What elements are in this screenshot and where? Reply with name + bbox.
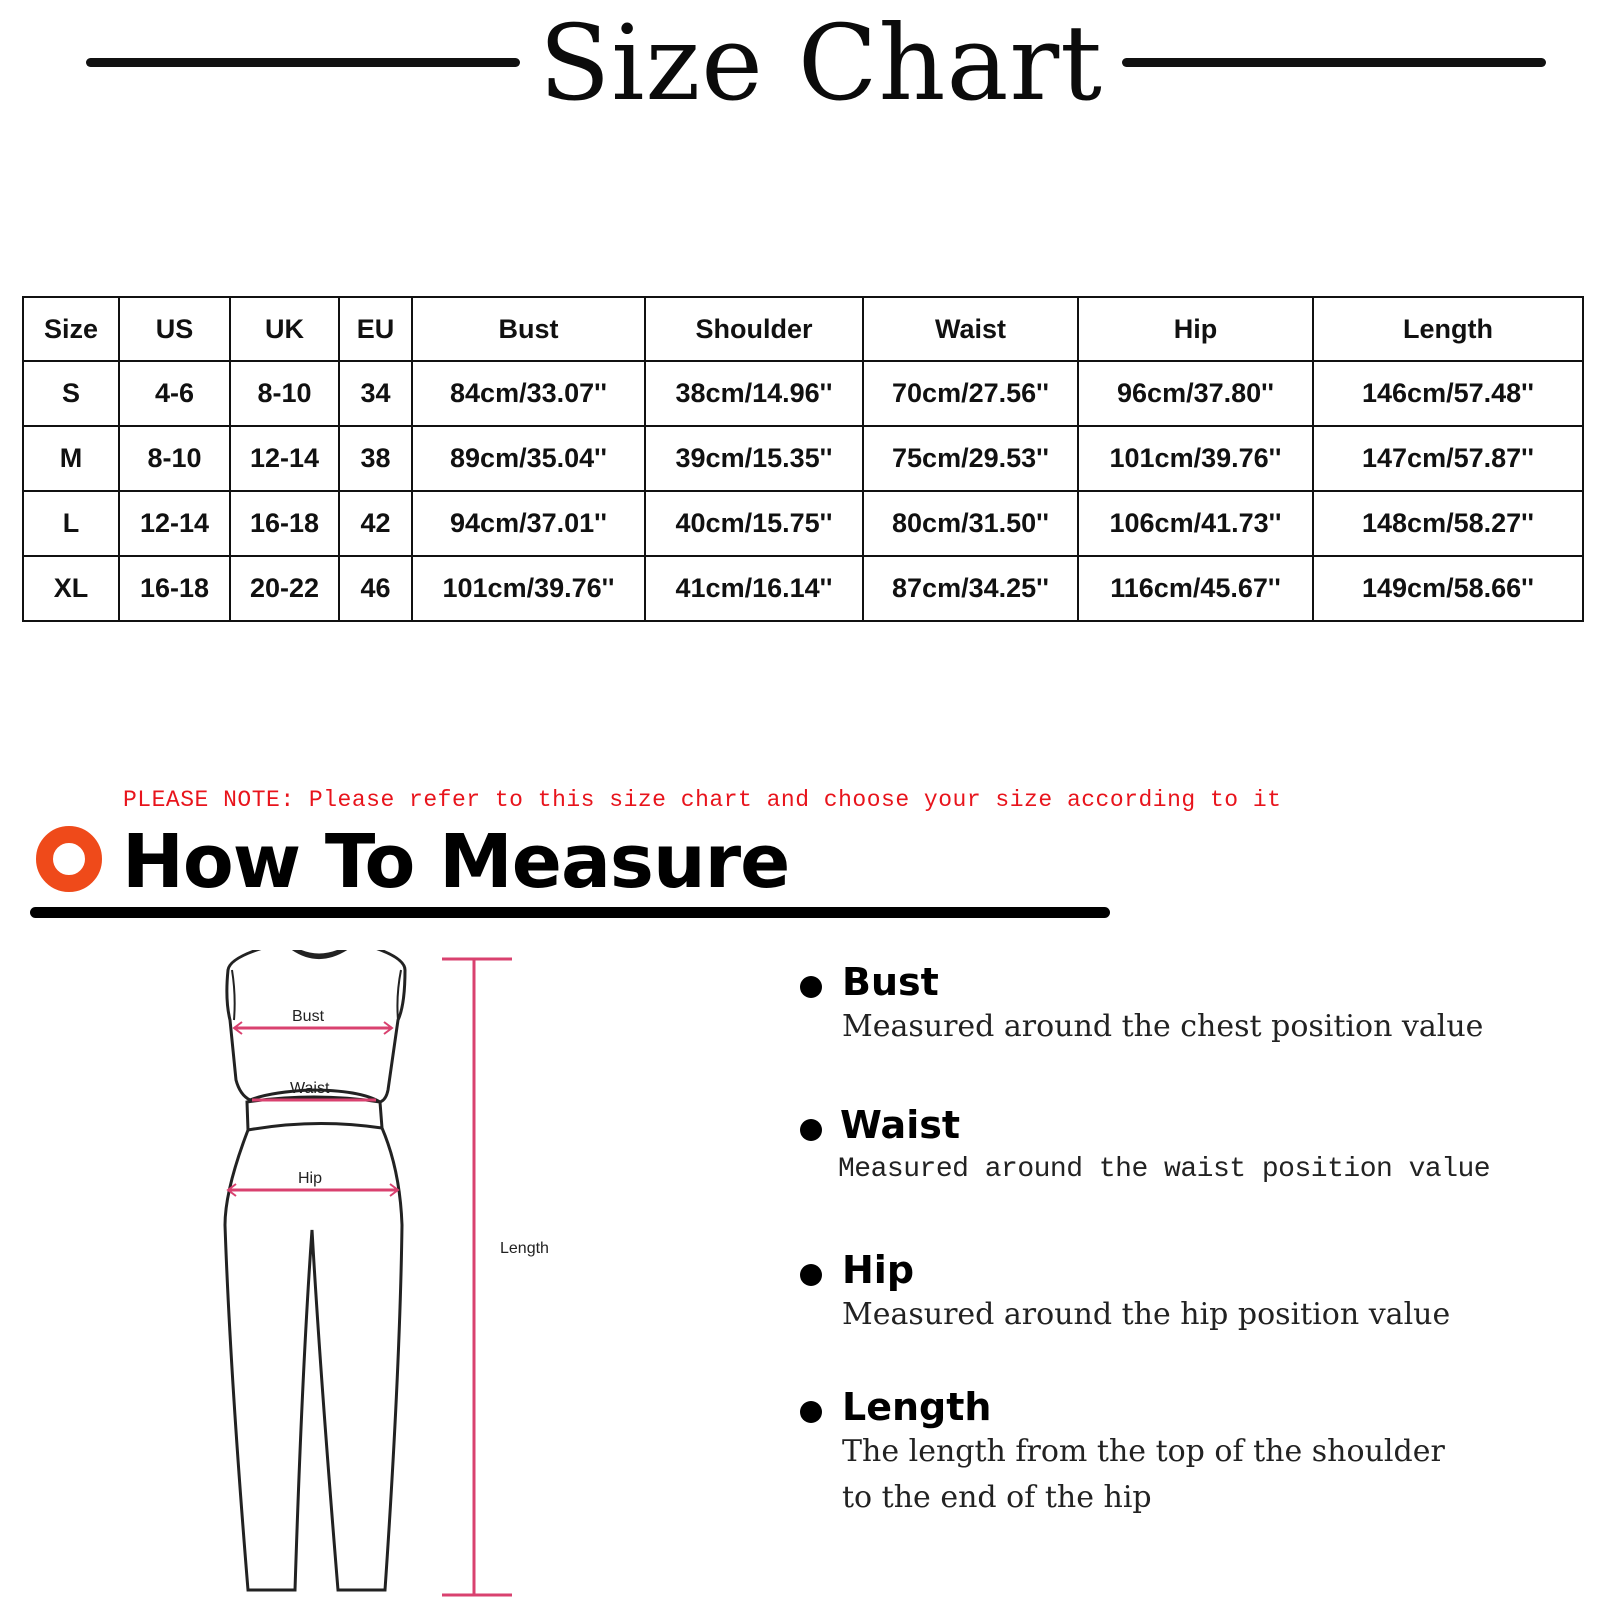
measure-item-title: Bust [842,960,939,1004]
table-cell: 89cm/35.04'' [412,426,645,491]
jumpsuit-diagram [210,950,590,1600]
column-header: EU [339,297,412,361]
table-cell: 70cm/27.56'' [863,361,1078,426]
page-title: Size Chart [539,2,1103,124]
measure-heading-underline [30,907,1110,918]
table-cell: 94cm/37.01'' [412,491,645,556]
table-cell: 8-10 [230,361,339,426]
bullet-icon [800,1264,822,1286]
table-cell: 16-18 [230,491,339,556]
measure-heading: How To Measure [122,819,790,905]
table-row [23,426,1583,491]
column-header: Shoulder [645,297,863,361]
measure-item-description: Measured around the hip position value [842,1297,1451,1332]
table-cell: 96cm/37.80'' [1078,361,1313,426]
table-cell: 75cm/29.53'' [863,426,1078,491]
table-cell: 34 [339,361,412,426]
table-cell: 42 [339,491,412,556]
table-cell: 4-6 [119,361,230,426]
table-cell: 38cm/14.96'' [645,361,863,426]
title-divider-right [1122,58,1546,67]
bullet-icon [800,1401,822,1423]
bullet-icon [800,1119,822,1141]
table-cell: 147cm/57.87'' [1313,426,1583,491]
column-header: Length [1313,297,1583,361]
measure-item-description: Measured around the chest position value [842,1009,1484,1044]
measure-item-title: Waist [840,1103,961,1147]
jumpsuit-outline-icon [210,950,590,1600]
column-header: US [119,297,230,361]
figure-label-bust: Bust [292,1008,325,1025]
figure-label-hip: Hip [298,1170,323,1187]
column-header: Waist [863,297,1078,361]
table-cell: 148cm/58.27'' [1313,491,1583,556]
column-header: UK [230,297,339,361]
table-cell: 16-18 [119,556,230,621]
table-cell: 101cm/39.76'' [1078,426,1313,491]
ring-icon [36,826,102,892]
table-row [23,491,1583,556]
size-note: PLEASE NOTE: Please refer to this size chart and choose your size according to it [123,787,1282,813]
table-cell: 40cm/15.75'' [645,491,863,556]
column-header: Hip [1078,297,1313,361]
table-header-row [23,297,1583,361]
table-cell: 101cm/39.76'' [412,556,645,621]
measure-item-title: Length [842,1385,992,1429]
column-header: Size [23,297,119,361]
table-cell: XL [23,556,119,621]
measure-item-description: Measured around the waist position value [838,1154,1491,1185]
table-cell: 87cm/34.25'' [863,556,1078,621]
table-cell: 149cm/58.66'' [1313,556,1583,621]
table-cell: 80cm/31.50'' [863,491,1078,556]
figure-label-waist: Waist [290,1080,330,1097]
measure-item-title: Hip [842,1248,915,1292]
table-cell: 38 [339,426,412,491]
table-cell: 146cm/57.48'' [1313,361,1583,426]
table-cell: S [23,361,119,426]
table-cell: 46 [339,556,412,621]
table-cell: 106cm/41.73'' [1078,491,1313,556]
table-cell: 12-14 [119,491,230,556]
table-cell: 84cm/33.07'' [412,361,645,426]
table-cell: 39cm/15.35'' [645,426,863,491]
size-table [22,296,1584,622]
table-cell: 20-22 [230,556,339,621]
table-cell: 12-14 [230,426,339,491]
table-row [23,361,1583,426]
bullet-icon [800,976,822,998]
table-cell: 41cm/16.14'' [645,556,863,621]
table-row [23,556,1583,621]
table-cell: 8-10 [119,426,230,491]
table-cell: M [23,426,119,491]
table-cell: L [23,491,119,556]
column-header: Bust [412,297,645,361]
table-cell: 116cm/45.67'' [1078,556,1313,621]
title-divider-left [86,58,520,67]
measure-item-description: The length from the top of the shoulder to the end of the hip [842,1434,1445,1515]
figure-label-length: Length [500,1240,549,1257]
size-chart-header [0,0,1600,130]
